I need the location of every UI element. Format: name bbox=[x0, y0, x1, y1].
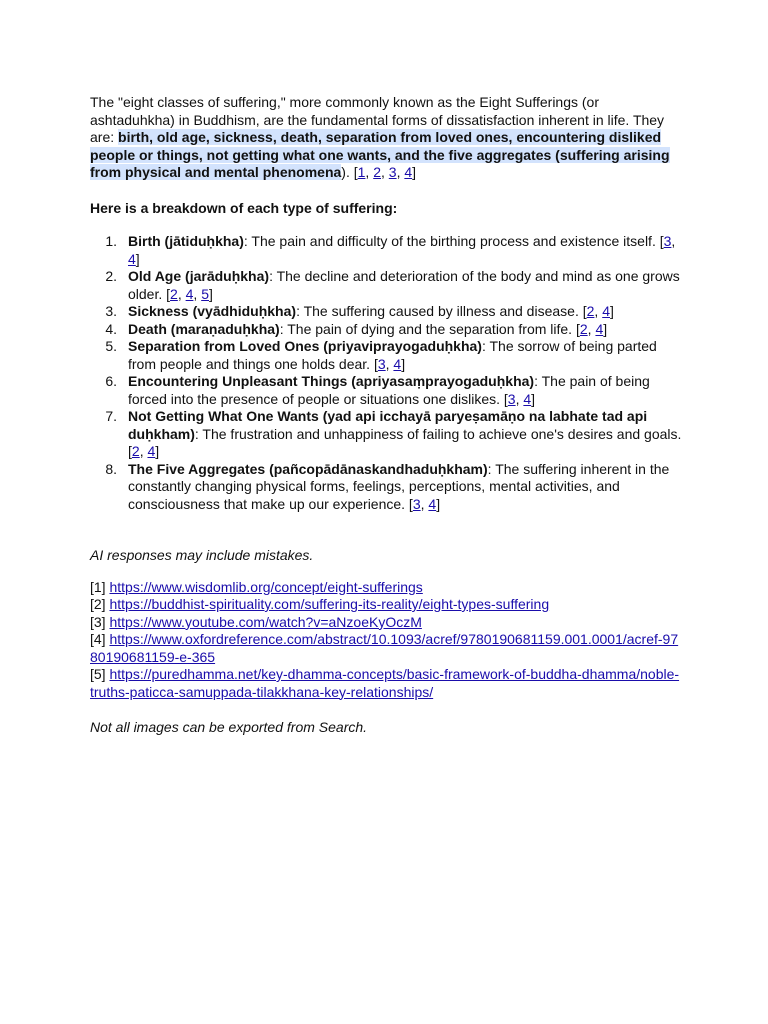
item-term: Sickness (vyādhiduḥkha) bbox=[128, 303, 297, 319]
item-number: 7. bbox=[105, 408, 117, 424]
reference-link[interactable]: https://puredhamma.net/key-dhamma-concepts/basic-framework-of-buddha-dhamma/noble-truths-paticca-samuppada-tilakkhana-key-relationships/ bbox=[90, 666, 680, 700]
citation-link[interactable]: 2 bbox=[131, 443, 140, 459]
item-desc: : The suffering inherent in the constantly changing physical forms, feelings, perceptions, mental activities, and consciousness that make up our experience. [ bbox=[128, 460, 670, 512]
cite-close: ] bbox=[436, 495, 441, 512]
citation-link[interactable]: 3 bbox=[377, 355, 386, 372]
item-number: 5. bbox=[105, 338, 117, 354]
reference-link[interactable]: https://www.oxfordreference.com/abstract/10.1093/acref/9780190681159.001.0001/acref-9780190681159-e-365 bbox=[90, 631, 679, 665]
item-number: 4. bbox=[105, 320, 117, 337]
cite-close: ] bbox=[135, 250, 140, 267]
reference-label: [1] bbox=[90, 578, 110, 595]
citation-link[interactable]: 3 bbox=[507, 390, 516, 407]
list-item bbox=[90, 303, 682, 321]
citation-link[interactable]: 5 bbox=[201, 285, 209, 302]
item-term: Encountering Unpleasant Things (apriyasaṃprayogaduḥkha) bbox=[128, 373, 535, 389]
citation-link[interactable]: 2 bbox=[373, 164, 381, 180]
cite-sep: , bbox=[385, 355, 394, 372]
reference-link[interactable]: https://buddhist-spirituality.com/suffering-its-reality/eight-types-suffering bbox=[109, 596, 550, 612]
cite-sep: , bbox=[365, 164, 374, 180]
item-number: 2. bbox=[105, 268, 117, 284]
ai-disclaimer: AI responses may include mistakes. bbox=[90, 547, 314, 563]
intro-after-highlight: ). [ bbox=[341, 164, 358, 180]
cite-sep: , bbox=[193, 285, 202, 302]
citation-link[interactable]: 4 bbox=[602, 303, 610, 319]
item-desc: : The pain and difficulty of the birthing process and existence itself. [ bbox=[243, 233, 664, 249]
item-number: 3. bbox=[105, 303, 117, 319]
cite-close: ] bbox=[401, 355, 406, 372]
citation-link[interactable]: 1 bbox=[357, 164, 366, 180]
item-desc: : The decline and deterioration of the body and mind as one grows older. [ bbox=[128, 268, 680, 302]
reference-label: [3] bbox=[90, 613, 110, 630]
citation-link[interactable]: 4 bbox=[393, 355, 402, 372]
reference-item bbox=[90, 614, 682, 632]
item-number: 6. bbox=[105, 373, 117, 389]
item-term: Not Getting What One Wants (yad api icchayā paryeṣamāṇo na labhate tad api duḥkham) bbox=[128, 408, 648, 442]
cite-sep: , bbox=[515, 390, 524, 407]
citation-link[interactable]: 2 bbox=[170, 285, 178, 302]
item-term: Separation from Loved Ones (priyaviprayogaduḥkha) bbox=[128, 338, 482, 354]
item-term: Death (maraṇaduḥkha) bbox=[128, 320, 280, 337]
cite-close: ] bbox=[610, 303, 614, 319]
cite-close: ] bbox=[208, 285, 213, 302]
item-desc: : The pain of being forced into the presence of people or situations one dislikes. [ bbox=[128, 373, 650, 407]
list-item bbox=[90, 461, 682, 514]
cite-close: ] bbox=[155, 443, 160, 459]
citation-link[interactable]: 4 bbox=[147, 443, 156, 459]
section-heading: Here is a breakdown of each type of suffering: bbox=[90, 199, 398, 216]
document-content bbox=[90, 94, 682, 737]
citation-link[interactable]: 2 bbox=[586, 303, 595, 319]
cite-sep: , bbox=[396, 164, 405, 180]
reference-item bbox=[90, 631, 682, 666]
item-term: The Five Aggregates (pañcopādānaskandhaduḥkham) bbox=[128, 460, 488, 477]
cite-close: ] bbox=[412, 164, 417, 180]
citation-link[interactable]: 4 bbox=[595, 320, 604, 337]
list-item bbox=[90, 373, 682, 408]
reference-label: [2] bbox=[90, 596, 110, 612]
cite-sep: , bbox=[594, 303, 603, 319]
citation-link[interactable]: 4 bbox=[185, 285, 194, 302]
list-item bbox=[90, 233, 682, 268]
list-item bbox=[90, 321, 682, 339]
citation-link[interactable]: 3 bbox=[412, 495, 421, 512]
item-term: Birth (jātiduḥkha) bbox=[128, 233, 244, 249]
citation-link[interactable]: 4 bbox=[523, 390, 532, 407]
citation-link[interactable]: 4 bbox=[404, 164, 413, 180]
citation-link[interactable]: 2 bbox=[579, 320, 588, 337]
reference-link[interactable]: https://www.wisdomlib.org/concept/eight-sufferings bbox=[109, 578, 423, 595]
list-item bbox=[90, 408, 682, 461]
reference-item bbox=[90, 579, 682, 597]
reference-label: [4] bbox=[90, 631, 110, 647]
cite-sep: , bbox=[420, 495, 429, 512]
item-desc: : The sorrow of being parted from people and things one holds dear. [ bbox=[128, 338, 657, 372]
item-number: 8. bbox=[105, 460, 117, 477]
reference-item bbox=[90, 596, 682, 614]
cite-close: ] bbox=[603, 320, 608, 337]
intro-lead: The "eight classes of suffering," more commonly known as the Eight Sufferings (or ashtaduhkha) in Buddhism, are the fundamental forms of dissatisfaction inherent in life. They are: bbox=[90, 94, 665, 145]
cite-close: ] bbox=[531, 390, 536, 407]
item-desc: : The frustration and unhappiness of failing to achieve one's desires and goals. [ bbox=[128, 425, 682, 459]
reference-label: [5] bbox=[90, 666, 110, 682]
item-term: Old Age (jarāduḥkha) bbox=[128, 268, 270, 284]
list-item bbox=[90, 338, 682, 373]
list-item bbox=[90, 268, 682, 303]
reference-link[interactable]: https://www.youtube.com/watch?v=aNzoeKyOczM bbox=[109, 613, 422, 630]
references-list bbox=[90, 579, 682, 702]
item-number: 1. bbox=[105, 233, 117, 249]
citation-link[interactable]: 3 bbox=[663, 233, 672, 249]
citation-link[interactable]: 4 bbox=[428, 495, 437, 512]
item-desc: : The pain of dying and the separation from life. [ bbox=[279, 320, 580, 337]
reference-item bbox=[90, 666, 682, 701]
cite-sep: , bbox=[587, 320, 596, 337]
cite-sep: , bbox=[381, 164, 389, 180]
citation-link[interactable]: 3 bbox=[388, 164, 397, 180]
intro-highlight: birth, old age, sickness, death, separation from loved ones, encountering disliked people or things, not getting what one wants, and the five aggregates (suffering arising from physical and mental phenomena bbox=[90, 129, 670, 180]
intro-paragraph bbox=[90, 94, 682, 182]
export-note: Not all images can be exported from Search. bbox=[90, 719, 368, 735]
cite-sep: , bbox=[671, 233, 676, 249]
citation-link[interactable]: 4 bbox=[128, 250, 136, 267]
cite-sep: , bbox=[177, 285, 186, 302]
cite-sep: , bbox=[139, 443, 148, 459]
suffering-list bbox=[90, 233, 682, 513]
item-desc: : The suffering caused by illness and disease. [ bbox=[296, 303, 587, 319]
